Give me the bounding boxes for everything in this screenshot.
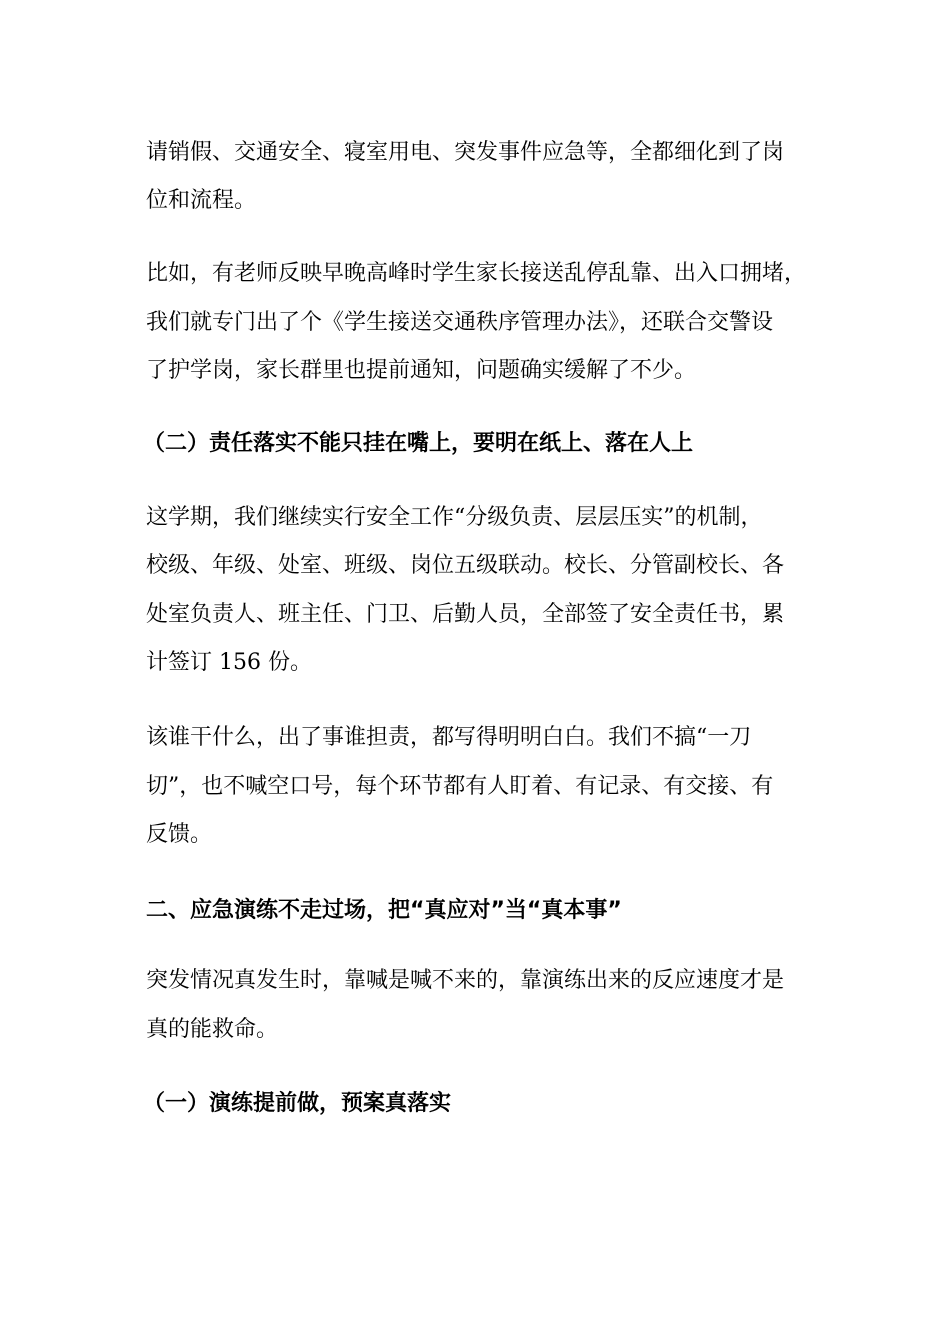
subsection-heading: （二）责任落实不能只挂在嘴上，要明在纸上、落在人上 bbox=[143, 431, 694, 456]
paragraph-line: 该谁干什么，出了事谁担责，都写得明明白白。我们不搞“一刀 bbox=[146, 725, 752, 750]
paragraph-line: 反馈。 bbox=[146, 822, 213, 847]
paragraph-line: 比如，有老师反映早晚高峰时学生家长接送乱停乱靠、出入口拥堵， bbox=[146, 261, 807, 286]
paragraph-line: 计签订 156 份。 bbox=[146, 650, 312, 675]
paragraph-line: 校级、年级、处室、班级、岗位五级联动。校长、分管副校长、各 bbox=[146, 553, 785, 578]
paragraph-line: 了护学岗，家长群里也提前通知，问题确实缓解了不少。 bbox=[146, 358, 697, 383]
paragraph-line: 突发情况真发生时，靠喊是喊不来的，靠演练出来的反应速度才是 bbox=[146, 968, 785, 993]
paragraph-line: 我们就专门出了个《学生接送交通秩序管理办法》，还联合交警设 bbox=[146, 310, 774, 335]
paragraph-line: 切”，也不喊空口号，每个环节都有人盯着、有记录、有交接、有 bbox=[146, 774, 774, 799]
subsection-heading: （一）演练提前做，预案真落实 bbox=[143, 1091, 452, 1116]
paragraph-line: 处室负责人、班主任、门卫、后勤人员，全部签了安全责任书，累 bbox=[146, 602, 785, 627]
paragraph-line: 真的能救命。 bbox=[146, 1017, 279, 1042]
paragraph-line: 位和流程。 bbox=[146, 188, 257, 213]
paragraph-line: 这学期，我们继续实行安全工作“分级负责、层层压实”的机制， bbox=[146, 505, 763, 530]
paragraph-line: 请销假、交通安全、寝室用电、突发事件应急等，全都细化到了岗 bbox=[146, 140, 785, 165]
section-heading: 二、应急演练不走过场，把“真应对”当“真本事” bbox=[146, 898, 622, 923]
